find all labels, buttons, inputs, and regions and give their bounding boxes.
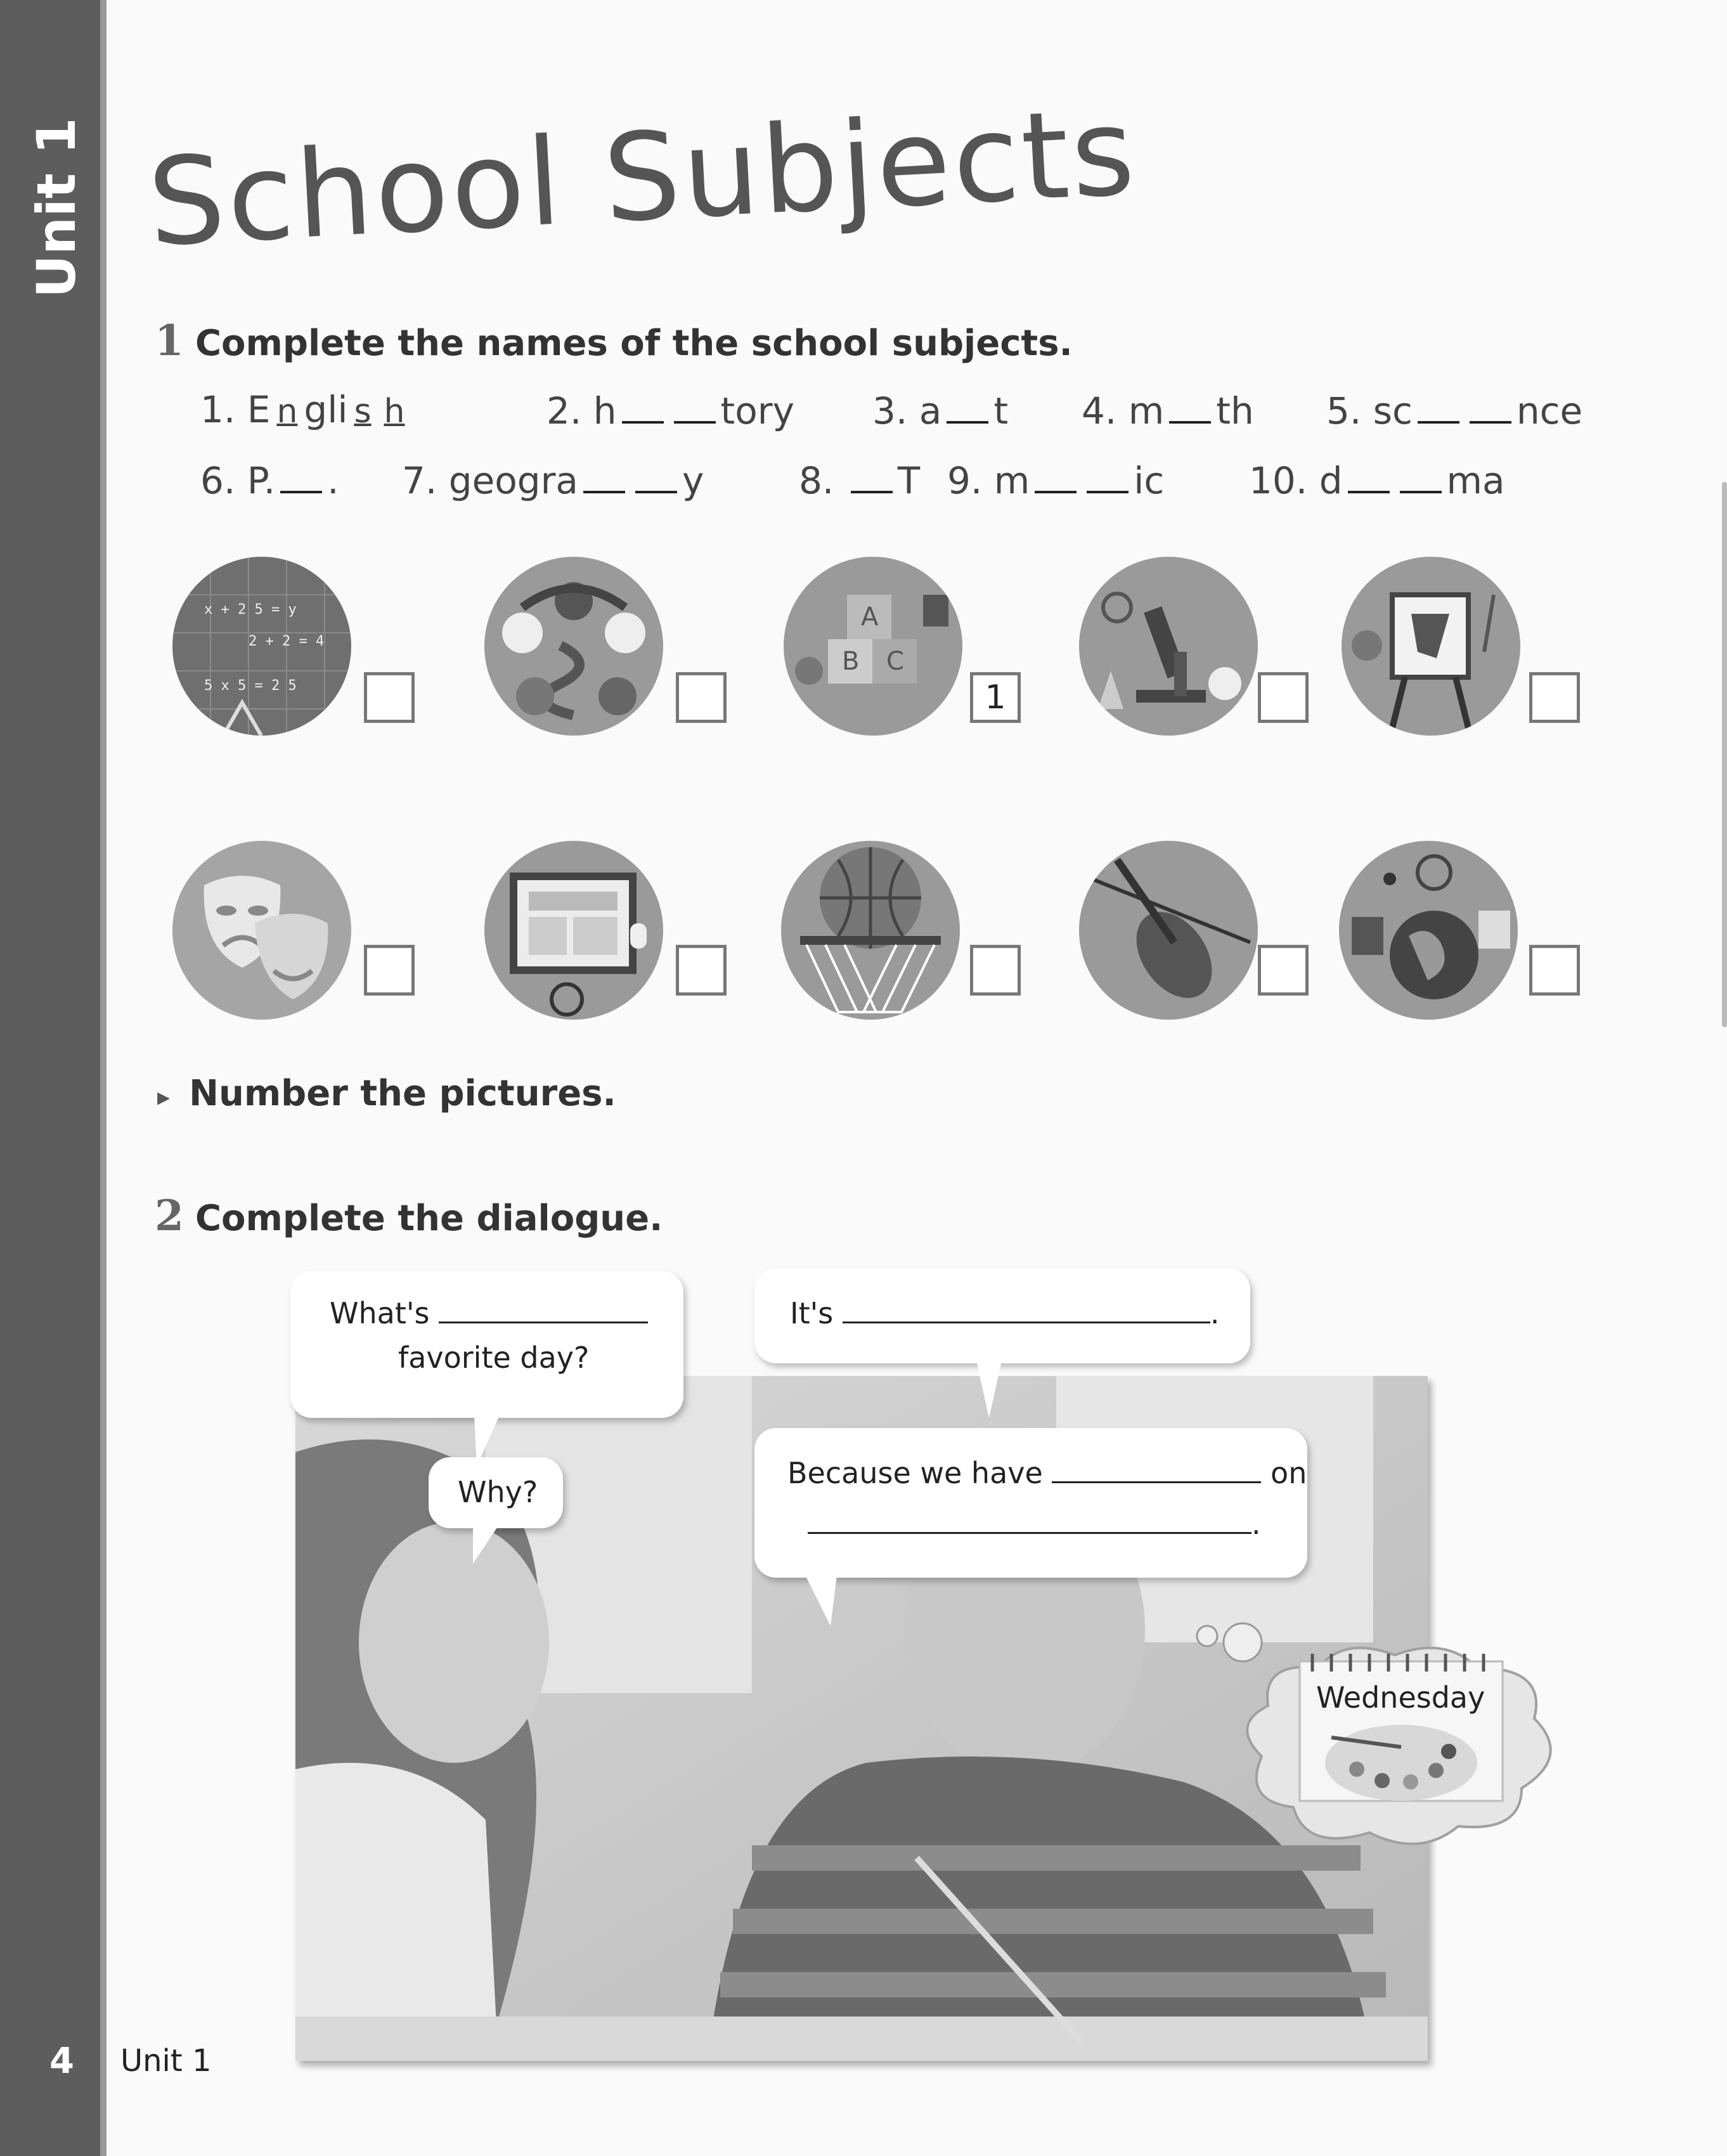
word-item-7: 7. geogra y: [402, 459, 704, 502]
word-item-3: 3. a t: [872, 389, 1009, 432]
sidebar-divider: [100, 0, 107, 2156]
footer-unit: Unit 1: [120, 2043, 212, 2079]
answer-box-10[interactable]: [1529, 945, 1580, 996]
letter-blank[interactable]: [1418, 388, 1459, 424]
handwritten-answer: n: [276, 393, 298, 431]
page-title: School Subjects: [145, 81, 1141, 274]
answer-box-9[interactable]: [1258, 945, 1309, 996]
answer-box-2[interactable]: [676, 672, 727, 723]
exercise-2-heading: [155, 1191, 663, 1240]
handwritten-answer: s: [354, 393, 372, 431]
speech-bubble-because: Because we have on .: [754, 1428, 1307, 1578]
speech-bubble-why: Why?: [429, 1457, 563, 1528]
word-item-4: 4. m th: [1082, 389, 1254, 432]
unit-sidebar: [0, 0, 100, 2156]
letter-blank[interactable]: [1087, 458, 1129, 493]
svg-text:B: B: [842, 647, 860, 676]
answer-box-7[interactable]: [676, 945, 727, 996]
letter-blank[interactable]: [583, 458, 625, 493]
history-animals-icon: [484, 557, 663, 736]
page-number: 4: [49, 2041, 74, 2082]
answer-line[interactable]: [439, 1294, 648, 1323]
svg-text:A: A: [861, 602, 879, 632]
word-item-10: 10. d ma: [1249, 459, 1505, 502]
letter-blank[interactable]: [1400, 458, 1442, 493]
letter-blank[interactable]: [1348, 458, 1390, 493]
answer-line[interactable]: [808, 1504, 1252, 1534]
letter-blank[interactable]: [1470, 388, 1511, 424]
thought-cloud: [1192, 1611, 1572, 1864]
speech-bubble-its: It's .: [754, 1268, 1250, 1363]
letter-blank[interactable]: [947, 388, 988, 424]
unit-tab-label: Unit 1: [25, 117, 87, 298]
word-item-5: 5. sc nce: [1326, 389, 1583, 432]
speech-bubble-whats: What's favorite day?: [290, 1271, 683, 1418]
word-item-2: 2. h tory: [547, 389, 794, 432]
answer-line[interactable]: [843, 1294, 1210, 1323]
letter-blank[interactable]: [1169, 388, 1211, 424]
answer-line[interactable]: [1052, 1453, 1261, 1483]
word-item-1: 1. E n gli s h: [200, 388, 405, 431]
basketball-hoop-icon: [781, 841, 960, 1020]
handwritten-answer: h: [384, 393, 405, 431]
answer-box-4[interactable]: [1258, 672, 1309, 723]
letter-blank[interactable]: [851, 458, 893, 493]
svg-text:x + 2 5 = y: x + 2 5 = y: [204, 602, 297, 618]
word-item-6: 6. P. .: [200, 459, 339, 502]
word-item-9: 9. m ic: [947, 459, 1165, 502]
exercise-number: 1: [155, 316, 184, 365]
computer-screen-icon: [484, 841, 663, 1020]
answer-box-5[interactable]: [1529, 672, 1580, 723]
letter-blank[interactable]: [1035, 458, 1077, 493]
svg-text:5 x 5 = 2 5: 5 x 5 = 2 5: [204, 678, 297, 694]
letter-blank[interactable]: [674, 388, 716, 424]
math-board-icon: [172, 557, 351, 736]
triangle-bullet-icon: ▸: [157, 1082, 171, 1112]
answer-box-8[interactable]: [970, 945, 1021, 996]
svg-text:C: C: [886, 647, 904, 676]
letter-blank[interactable]: [635, 458, 677, 493]
thought-day: Wednesday: [1316, 1680, 1485, 1715]
letter-blank[interactable]: [622, 388, 664, 424]
number-pictures-instruction: ▸ Number the pictures.: [157, 1073, 616, 1114]
drama-masks-icon: [172, 841, 351, 1020]
violin-icon: [1079, 841, 1258, 1020]
page-edge: [1722, 482, 1727, 1027]
answer-box-3[interactable]: 1: [970, 672, 1021, 723]
svg-text:2 + 2 = 4: 2 + 2 = 4: [249, 633, 325, 649]
answer-box-6[interactable]: [364, 945, 415, 996]
exercise-instruction: Complete the names of the school subjects.: [195, 323, 1073, 364]
answer-box-1[interactable]: [364, 672, 415, 723]
easel-art-icon: [1342, 557, 1520, 736]
globe-map-icon: [1339, 841, 1518, 1020]
word-item-8: 8. T: [799, 459, 921, 502]
letter-blank[interactable]: [280, 458, 322, 493]
alphabet-blocks-icon: [784, 557, 962, 736]
exercise-number: 2: [155, 1191, 184, 1240]
exercise-instruction: Complete the dialogue.: [195, 1198, 663, 1239]
microscope-icon: [1079, 557, 1258, 736]
exercise-1-heading: [155, 316, 1073, 365]
